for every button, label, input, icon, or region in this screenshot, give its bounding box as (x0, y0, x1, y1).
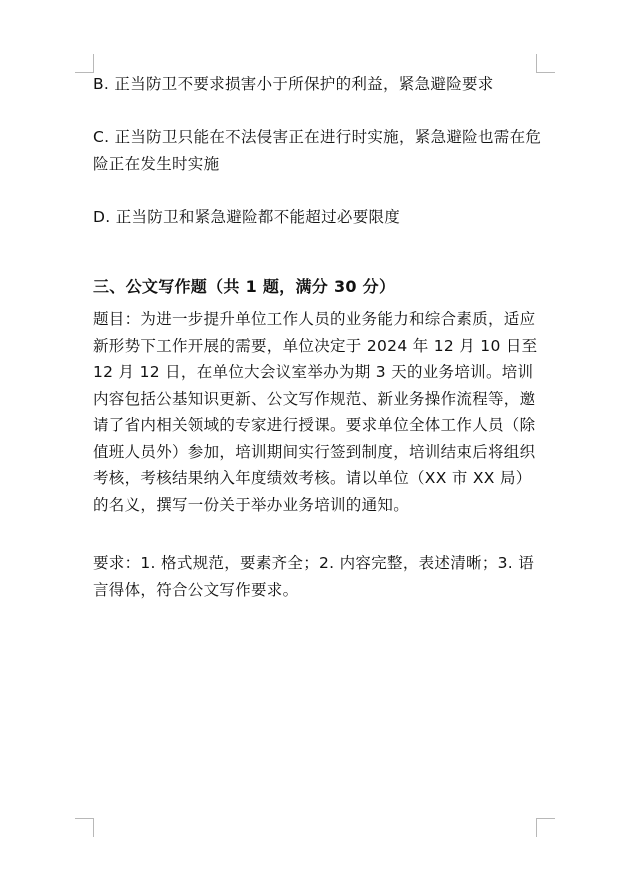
requirements-text: 要求：1. 格式规范，要素齐全；2. 内容完整，表述清晰；3. 语言得体，符合公文写作要求。 (93, 554, 535, 599)
section-title: 三、公文写作题（共 1 题，满分 30 分） (93, 277, 396, 296)
margin-mark-top-left (75, 54, 94, 73)
option-d: D. 正当防卫和紧急避险都不能超过必要限度 (93, 208, 401, 226)
option-c: C. 正当防卫只能在不法侵害正在进行时实施，紧急避险也需在危险正在发生时实施 (93, 128, 542, 173)
option-b: B. 正当防卫不要求损害小于所保护的利益，紧急避险要求 (93, 75, 494, 93)
question-text: 题目：为进一步提升单位工作人员的业务能力和综合素质，适应新形势下工作开展的需要，单位决定于 2024 年 12 月 10 日至 12 月 12 日，在单位大会议室举办为期 3 天的业务培训。培训内容包括公基知识更新、公文写作规范、新业务操作流程等，邀请了省内相关领域的专家进行授课。要求单位全体工作人员（除值班人员外）参加，培训期间实行签到制度，培训结束后将组织考核，考核结果纳入年度绩效考核。请以单位（XX 市 XX 局）的名义，撰写一份关于举办业务培训的通知。 (93, 310, 538, 514)
margin-mark-bottom-right (536, 818, 555, 837)
margin-mark-bottom-left (75, 818, 94, 837)
